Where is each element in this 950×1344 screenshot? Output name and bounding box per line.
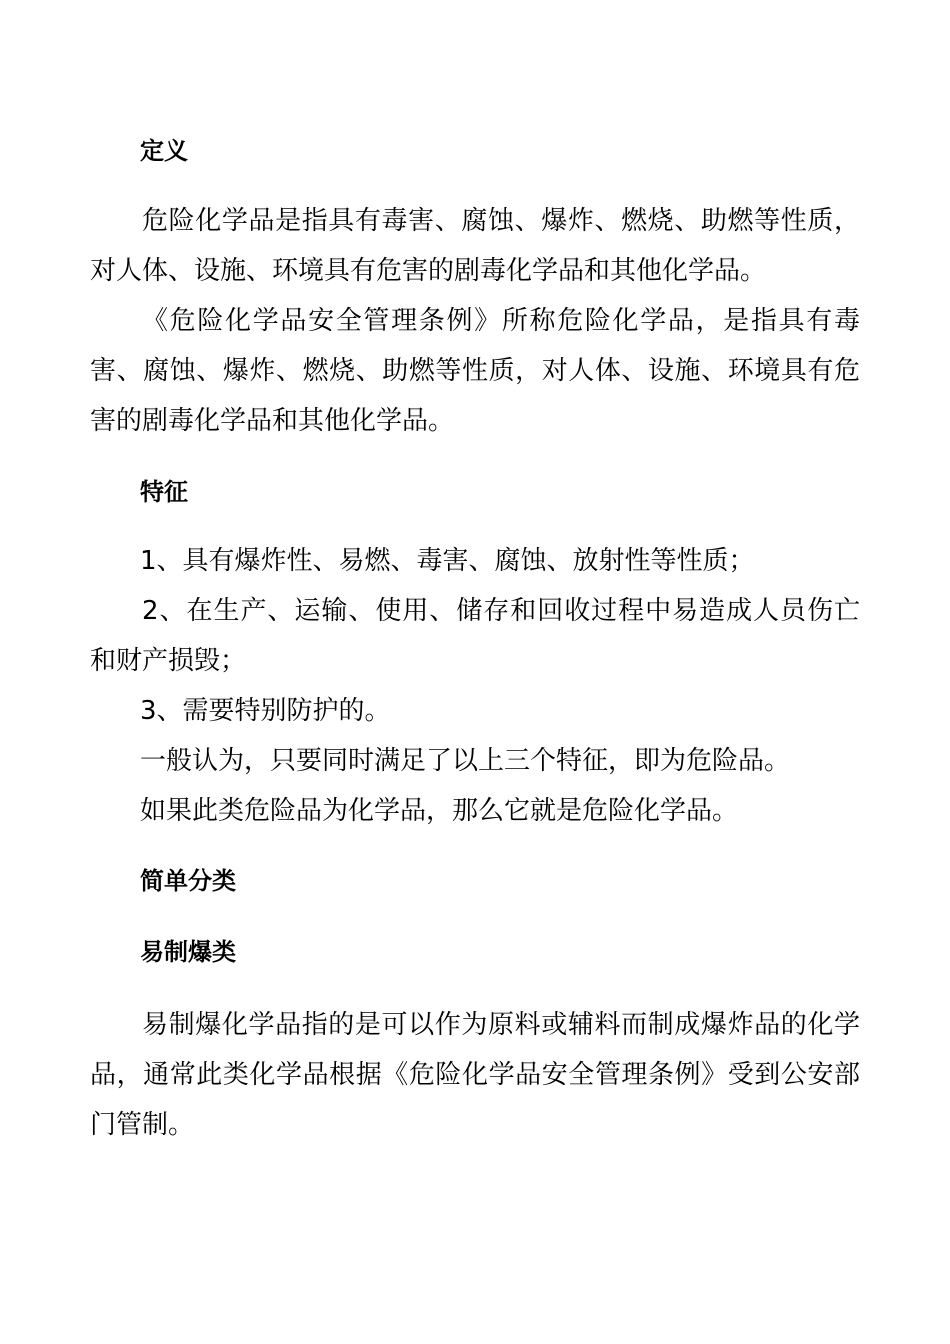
feature-item-2: 2、在生产、运输、使用、储存和回收过程中易造成人员伤亡和财产损毁；: [90, 596, 860, 676]
heading-features: 特征: [140, 478, 188, 506]
definition-paragraph-1: 危险化学品是指具有毒害、腐蚀、爆炸、燃烧、助燃等性质，对人体、设施、环境具有危害的剧毒化学品和其他化学品。: [90, 206, 860, 286]
feature-note-2: 如果此类危险品为化学品，那么它就是危险化学品。: [140, 796, 739, 826]
explosive-precursors-paragraph: 易制爆化学品指的是可以作为原料或辅料而制成爆炸品的化学品，通常此类化学品根据《危险化学品安全管理条例》受到公安部门管制。: [90, 1010, 860, 1140]
heading-explosive-precursors: 易制爆类: [140, 938, 236, 966]
feature-item-3: 3、需要特别防护的。: [140, 696, 391, 726]
heading-definition: 定义: [140, 137, 188, 165]
heading-classification: 简单分类: [140, 867, 236, 895]
feature-note-1: 一般认为，只要同时满足了以上三个特征，即为危险品。: [140, 746, 791, 776]
feature-item-1: 1、具有爆炸性、易燃、毒害、腐蚀、放射性等性质；: [140, 546, 755, 576]
definition-paragraph-2: 《危险化学品安全管理条例》所称危险化学品，是指具有毒害、腐蚀、爆炸、燃烧、助燃等性质，对人体、设施、环境具有危害的剧毒化学品和其他化学品。: [90, 306, 860, 436]
